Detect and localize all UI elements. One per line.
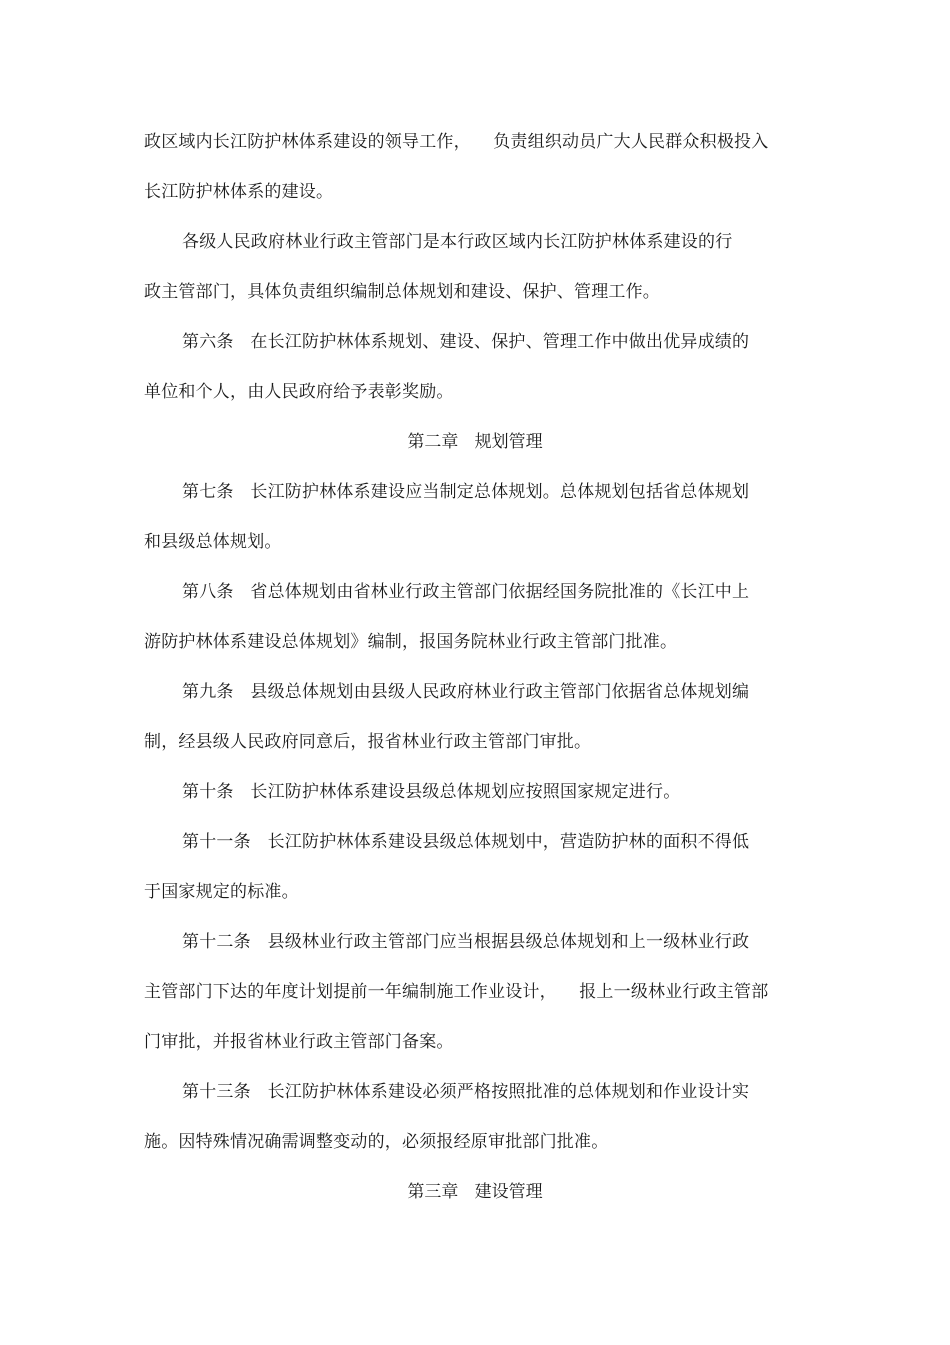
article-13-line: 第十三条 长江防护林体系建设必须严格按照批准的总体规划和作业设计实	[182, 1082, 750, 1102]
paragraph-line: 政主管部门，具体负责组织编制总体规划和建设、保护、管理工作。	[144, 282, 660, 302]
paragraph-line: 主管部门下达的年度计划提前一年编制施工作业设计， 报上一级林业行政主管部	[144, 982, 769, 1002]
paragraph-line: 各级人民政府林业行政主管部门是本行政区域内长江防护林体系建设的行	[182, 232, 733, 252]
paragraph-line: 单位和个人，由人民政府给予表彰奖励。	[144, 382, 454, 402]
article-9-line: 第九条 县级总体规划由县级人民政府林业行政主管部门依据省总体规划编	[182, 682, 750, 702]
article-11-line: 第十一条 长江防护林体系建设县级总体规划中，营造防护林的面积不得低	[182, 832, 750, 852]
article-7-line: 第七条 长江防护林体系建设应当制定总体规划。总体规划包括省总体规划	[182, 482, 750, 502]
paragraph-line: 制，经县级人民政府同意后，报省林业行政主管部门审批。	[144, 732, 592, 752]
paragraph-line: 游防护林体系建设总体规划》编制，报国务院林业行政主管部门批准。	[144, 632, 678, 652]
article-8-line: 第八条 省总体规划由省林业行政主管部门依据经国务院批准的《长江中上	[182, 582, 750, 602]
paragraph-line: 和县级总体规划。	[144, 532, 282, 552]
paragraph-line: 政区域内长江防护林体系建设的领导工作， 负责组织动员广大人民群众积极投入	[144, 132, 769, 152]
chapter-2-heading: 第二章 规划管理	[407, 432, 543, 452]
article-10-line: 第十条 长江防护林体系建设县级总体规划应按照国家规定进行。	[182, 782, 681, 802]
article-6-line: 第六条 在长江防护林体系规划、建设、保护、管理工作中做出优异成绩的	[182, 332, 750, 352]
paragraph-line: 施。因特殊情况确需调整变动的，必须报经原审批部门批准。	[144, 1132, 609, 1152]
chapter-3-heading: 第三章 建设管理	[407, 1182, 543, 1202]
paragraph-line: 长江防护林体系的建设。	[144, 182, 334, 202]
paragraph-line: 门审批，并报省林业行政主管部门备案。	[144, 1032, 454, 1052]
article-12-line: 第十二条 县级林业行政主管部门应当根据县级总体规划和上一级林业行政	[182, 932, 750, 952]
paragraph-line: 于国家规定的标准。	[144, 882, 299, 902]
